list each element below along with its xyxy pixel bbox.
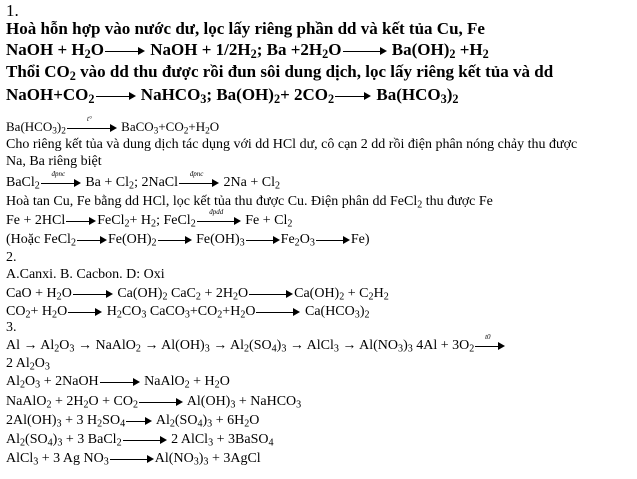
equation-naalo2-co2: NaAlO$_2$ + $2H_2O + CO_2$ $Al(OH)_3$ + NaHCO$_3$ (6, 394, 302, 411)
equation-alcl3-agno3: AlCl$_3$ + 3 Ag $NO_3$ $Al(NO_3)_3$ + 3AgCl (6, 451, 261, 468)
reaction-arrow (316, 235, 350, 245)
electrolysis-arrow: đpnc (179, 178, 219, 188)
equation-aloh3-h2so4: $2Al(OH)_3 + 3$ $H_2SO_4$ $Al_2(SO_4)_3 + 6H_2O$ (6, 413, 260, 430)
equation-electrolysis-melt: BaCl$_2$ đpnc $Ba + Cl_2$; 2NaCl đpnc $2Na + Cl_2$ (6, 169, 281, 192)
heat-arrow: t0 (475, 341, 505, 351)
paragraph-hcl-treatment: Cho riêng kết tủa và dung dịch tác dụng với dd HCl dư, cô cạn 2 dd rồi điện phân nóng chảy thu được (6, 137, 578, 152)
reaction-arrow (158, 235, 192, 245)
reaction-arrow (68, 307, 102, 317)
co2-instruction: Thổi $CO_2$ vào dd thu được rồi đun sôi dung dịch, lọc lấy riêng kết tủa và dd (6, 62, 554, 84)
reaction-arrow (100, 377, 140, 387)
reaction-arrow (110, 454, 154, 464)
reaction-arrow (105, 46, 145, 56)
equation-al2o3-naoh: $Al_2O_3$ + 2NaOH NaAlO$_2$ + $H_2O$ (6, 374, 230, 391)
reaction-arrow (126, 416, 152, 426)
aluminium-conversion-chain: $Al \to Al_2O_3$ → NaAlO$_2$ → $Al(OH)_3 \to Al_2(SO_4)_3$ → AlCl$_3$ → $Al(NO_3)_3$ $4Al + 3O_2$ t0 (6, 339, 506, 354)
reaction-arrow (96, 91, 136, 101)
equation-cao-cac2: CaO + $H_2O$ $Ca(OH)_2$ $CaC_2 + 2H_2O$ $Ca(OH)_2 + C_2H_2$ (6, 286, 389, 303)
reaction-arrow (77, 235, 107, 245)
equation-bicarbonate-decomposition: $Ba(HCO_3)_2$ t° $BaCO_3+CO_2+H_2O$ (6, 115, 220, 137)
electrolysis-arrow: đpdd (197, 216, 241, 226)
section-2-answers: A.Canxi. B. Cacbon. D: Oxi (6, 267, 165, 282)
electrolysis-arrow: đpnc (41, 178, 81, 188)
section-1-intro: Hoà hỗn hợp vào nước dư, lọc lấy riêng phần dd và kết tủa Cu, Fe (6, 19, 485, 38)
equation-naoh-ba-water: NaOH + $H_2O$ NaOH + $1/2H_2$; $Ba +2H_2O$ $Ba(OH)_2 +H_2$ (6, 40, 489, 62)
heat-arrow: t° (67, 123, 117, 133)
reaction-arrow (249, 289, 293, 299)
reaction-arrow (73, 289, 113, 299)
reaction-arrow (246, 235, 280, 245)
section-2-number: 2. (6, 250, 17, 265)
reaction-arrow (335, 91, 371, 101)
paragraph-cu-fe-separation: Hoà tan Cu, Fe bằng dd HCl, lọc kết tủa thu được Cu. Điện phân dd FeCl$_2$ thu được Fe (6, 194, 493, 211)
reaction-arrow (343, 46, 387, 56)
equation-fecl2-chain: (Hoặc FeCl$_2$ $Fe(OH)_2$ $Fe(OH)_3$ $Fe_2O_3$ Fe) (6, 232, 370, 249)
section-3-number: 3. (6, 320, 17, 335)
section-1-number: 1. (6, 1, 19, 20)
reaction-arrow (123, 435, 167, 445)
equation-co2-water: $CO_2+ H_2O$ $H_2CO_3$ $CaCO_3+CO_2+H_2O$ $Ca(HCO_3)_2$ (6, 304, 370, 321)
reaction-arrow (66, 216, 96, 226)
equation-al2so43-bacl2: $Al_2(SO_4)_3 + 3$ BaCl$_2$ 2 AlCl$_3$ + 3BaSO$_4$ (6, 432, 274, 449)
equation-fe-hcl: Fe + 2HCl FeCl$_2$+ $H_2$; FeCl$_2$ đpdd $Fe + Cl_2$ (6, 207, 293, 230)
reaction-arrow (139, 397, 183, 407)
paragraph-na-ba-separate: Na, Ba riêng biệt (6, 154, 102, 169)
reaction-arrow (256, 307, 300, 317)
equation-co2-absorption: $NaOH+CO_2$ NaHCO$_3$; $Ba(OH)_2+ 2CO_2$ $Ba(HCO_3)_2$ (6, 85, 459, 107)
aluminium-oxide-product: 2 $Al_2O_3$ (6, 356, 50, 373)
